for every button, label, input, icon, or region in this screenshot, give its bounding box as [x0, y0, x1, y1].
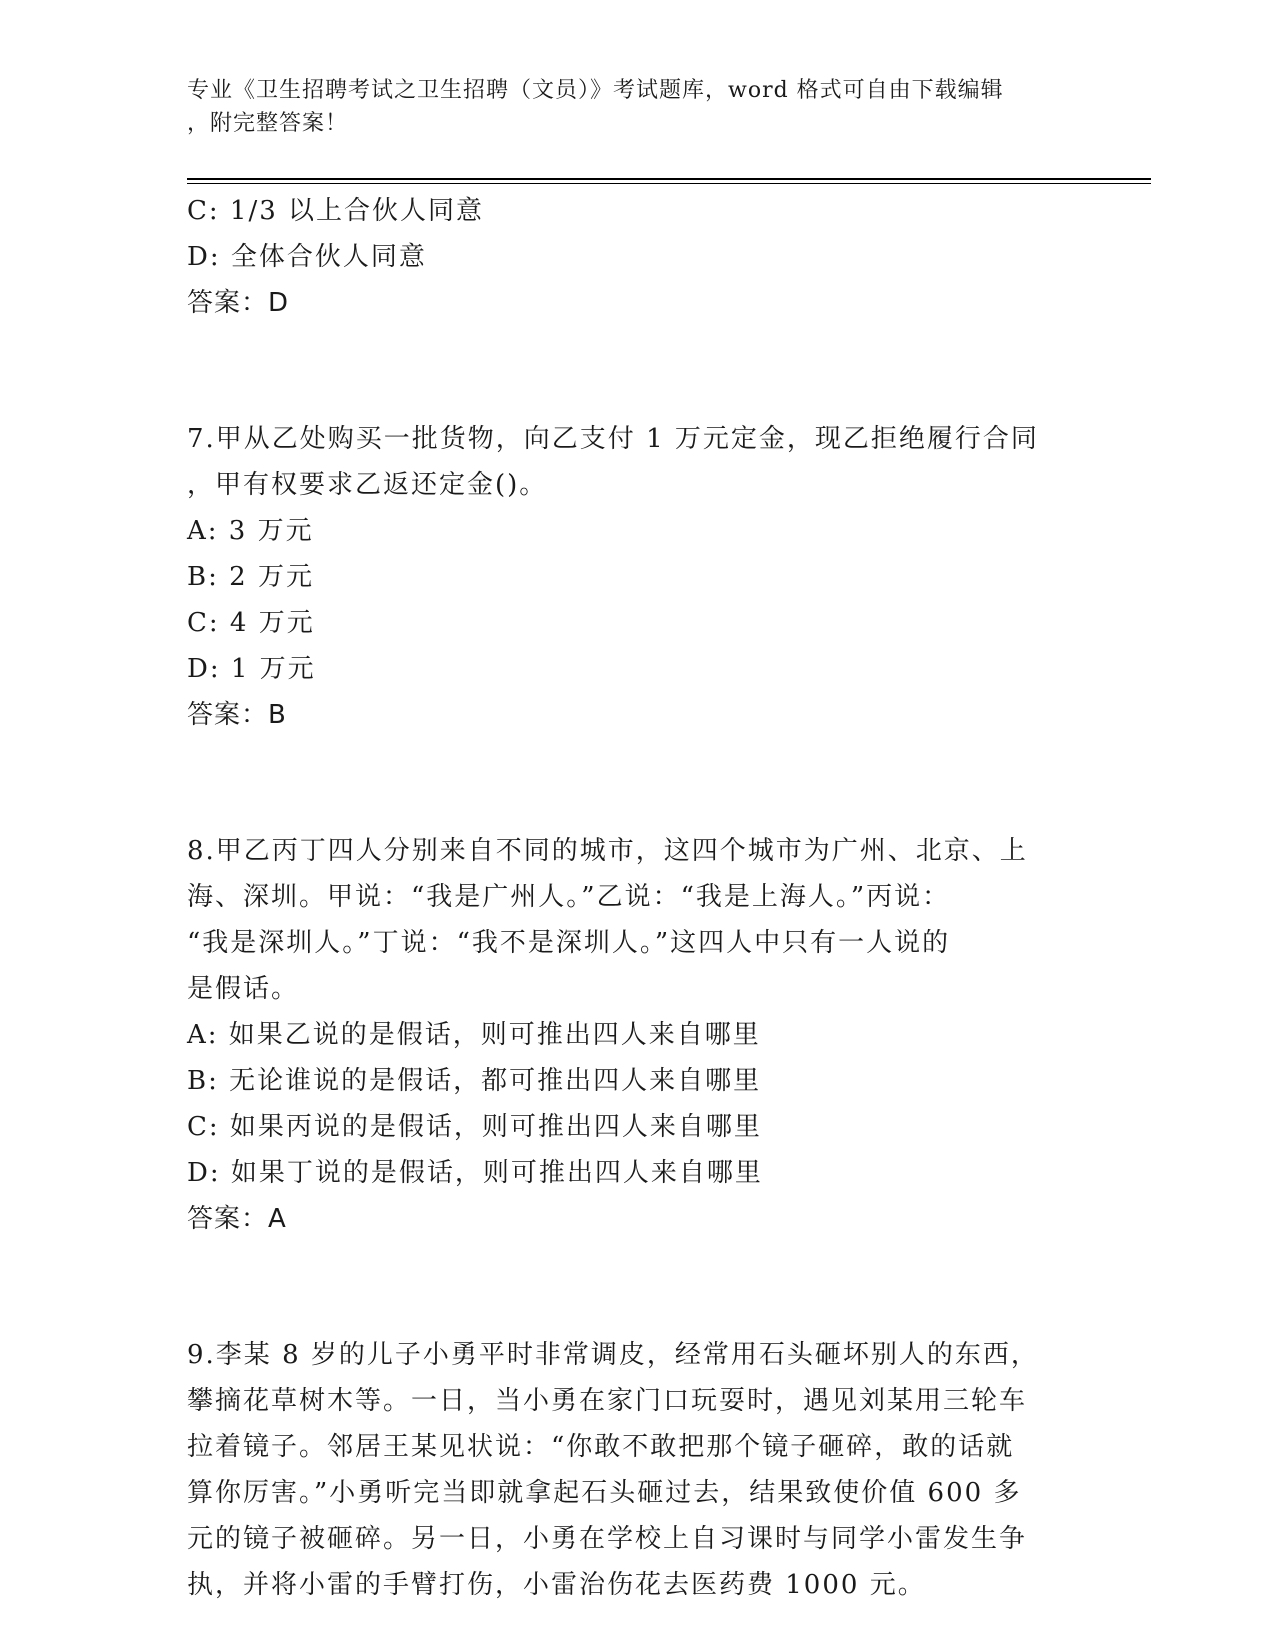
option-b: B: 无论谁说的是假话，都可推出四人来自哪里 [187, 1066, 762, 1096]
option-d: D: 1 万元 [187, 654, 316, 684]
prev-question-block [187, 188, 1087, 326]
question-text-line: 是假话。 [187, 974, 300, 1004]
spacer [187, 738, 1087, 828]
option-d: D: 如果丁说的是假话，则可推出四人来自哪里 [187, 1158, 763, 1188]
question-text-line: 元的镜子被砸碎。另一日，小勇在学校上自习课时与同学小雷发生争 [187, 1524, 1028, 1554]
question-8-block [187, 828, 1087, 1242]
question-text-line: 7.甲从乙处购买一批货物，向乙支付 1 万元定金，现乙拒绝履行合同 [187, 424, 1039, 454]
question-text-line: 算你厉害。”小勇听完当即就拿起石头砸过去，结果致使价值 600 多 [187, 1478, 1022, 1508]
question-text-line: 拉着镜子。邻居王某见状说：“你敢不敢把那个镜子砸碎，敢的话就 [187, 1432, 1015, 1462]
answer-line: 答案：B [187, 700, 287, 730]
option-c: C: 4 万元 [187, 608, 315, 638]
header-line-2: ，附完整答案！ [187, 111, 349, 136]
header-rule-thick [187, 178, 1151, 180]
question-9-block [187, 1332, 1087, 1608]
question-text-line: “我是深圳人。”丁说：“我不是深圳人。”这四人中只有一人说的 [187, 928, 951, 958]
answer-line: 答案：D [187, 288, 290, 318]
question-text-line: 攀摘花草树木等。一日，当小勇在家门口玩耍时，遇见刘某用三轮车 [187, 1386, 1028, 1416]
option-a: A: 3 万元 [187, 516, 314, 546]
question-text-line: ，甲有权要求乙返还定金()。 [187, 470, 548, 500]
option-b: B: 2 万元 [187, 562, 314, 592]
header-rule-thin [187, 183, 1151, 184]
option-c: C: 如果丙说的是假话，则可推出四人来自哪里 [187, 1112, 762, 1142]
header-line-1: 专业《卫生招聘考试之卫生招聘（文员）》考试题库，word 格式可自由下载编辑 [187, 78, 1004, 103]
answer-line: 答案：A [187, 1204, 287, 1234]
spacer [187, 1242, 1087, 1332]
document-body [187, 188, 1087, 1608]
option-a: A: 如果乙说的是假话，则可推出四人来自哪里 [187, 1020, 761, 1050]
document-header [187, 74, 1087, 140]
question-text-line: 9.李某 8 岁的儿子小勇平时非常调皮，经常用石头砸坏别人的东西， [187, 1340, 1039, 1370]
spacer [187, 326, 1087, 416]
question-7-block [187, 416, 1087, 738]
option-d: D: 全体合伙人同意 [187, 242, 427, 272]
option-c: C: 1/3 以上合伙人同意 [187, 196, 485, 226]
question-text-line: 海、深圳。甲说：“我是广州人。”乙说：“我是上海人。”丙说： [187, 882, 951, 912]
question-text-line: 执，并将小雷的手臂打伤，小雷治伤花去医药费 1000 元。 [187, 1570, 926, 1600]
question-text-line: 8.甲乙丙丁四人分别来自不同的城市，这四个城市为广州、北京、上 [187, 836, 1028, 866]
